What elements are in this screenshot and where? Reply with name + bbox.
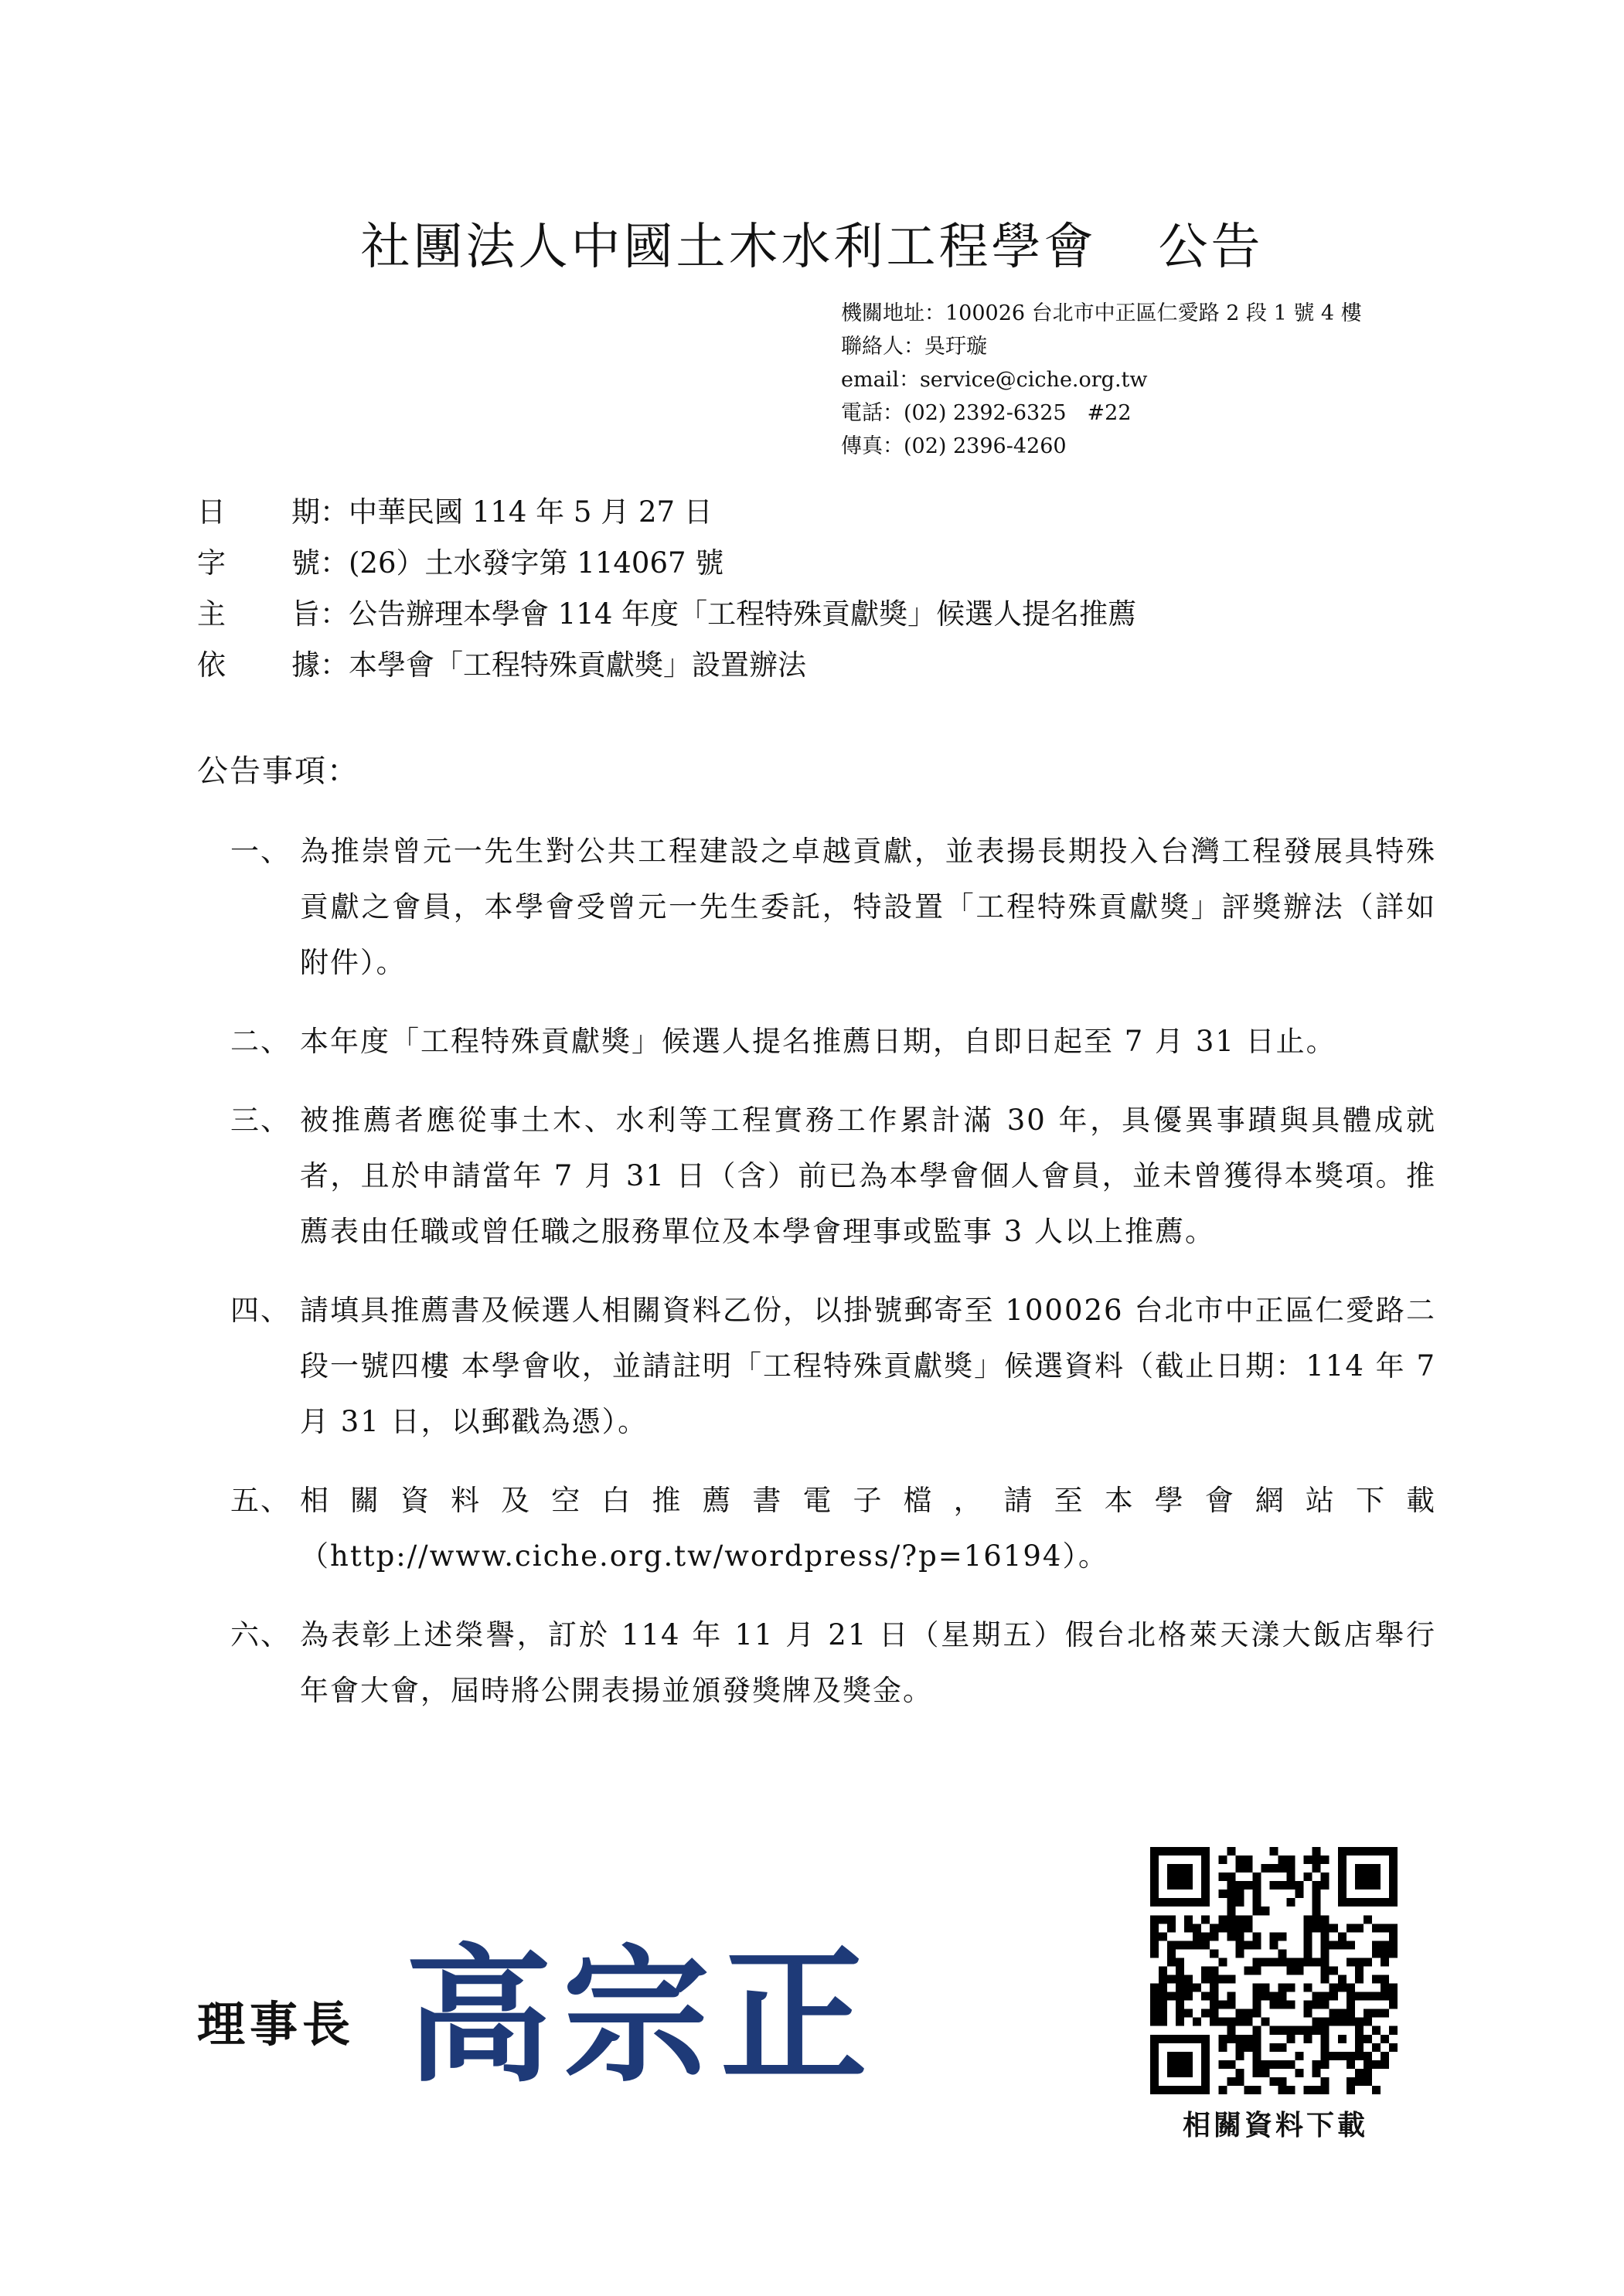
- org-name: 社團法人中國土木水利工程學會: [360, 219, 1097, 276]
- list-item: 二、 本年度「工程特殊貢獻獎」候選人提名推薦日期，自即日起至 7 月 31 日止。: [230, 1025, 1336, 1058]
- notice-items: [230, 824, 1436, 1742]
- qr-code[interactable]: [1150, 1847, 1398, 2094]
- contact-address: 機關地址：100026 台北市中正區仁愛路 2 段 1 號 4 樓: [841, 301, 1362, 325]
- meta-number: 字 號 ：(26）土水發字第 114067 號: [197, 546, 724, 580]
- list-item: 六、 為表彰上述榮譽，訂於 114 年 11 月 21 日（星期五）假台北格萊天漾大飯店舉行年會大會，屆時將公開表揚並頒發獎牌及獎金。: [230, 1618, 1436, 1707]
- list-item: 四、 請填具推薦書及候選人相關資料乙份，以掛號郵寄至 100026 台北市中正區仁愛路二段一號四樓 本學會收，並請註明「工程特殊貢獻獎」候選資料（截止日期：114 年 7 月 31 日，以郵戳為憑）。: [230, 1294, 1436, 1438]
- chairman-name-stamp: [402, 1909, 881, 2110]
- contact-block: [841, 297, 1362, 463]
- chairman-title: 理事長: [197, 1996, 356, 2053]
- download-link-text: 相關資料及空白推薦書電子檔，請至本學會網站下載（http://www.ciche.org.tw/wordpress/?p=16194）。: [300, 1484, 1436, 1573]
- meta-block: [197, 487, 1136, 691]
- contact-fax: 傳真：(02) 2396-4260: [841, 434, 1067, 458]
- meta-subject: 主 旨 ：公告辦理本學會 114 年度「工程特殊貢獻獎」候選人提名推薦: [197, 597, 1137, 631]
- meta-date: 日 期 ：中華民國 114 年 5 月 27 日: [197, 495, 713, 529]
- qr-caption: 相關資料下載: [1182, 2110, 1368, 2141]
- meta-basis: 依 據 ：本學會「工程特殊貢獻獎」設置辦法: [197, 648, 806, 682]
- notice-heading: 公告事項：: [197, 753, 359, 789]
- list-item: 五、 相關資料及空白推薦書電子檔，請至本學會網站下載（http://www.ciche.org.tw/wordpress/?p=16194）。: [230, 1473, 1436, 1584]
- contact-phone: 電話：(02) 2392-6325 #22: [841, 401, 1132, 425]
- list-item: 一、 為推崇曾元一先生對公共工程建設之卓越貢獻，並表揚長期投入台灣工程發展具特殊貢獻之會員，本學會受曾元一先生委託，特設置「工程特殊貢獻獎」評獎辦法（詳如附件）。: [230, 835, 1436, 979]
- list-item: 三、 被推薦者應從事土木、水利等工程實務工作累計滿 30 年，具優異事蹟與具體成就者，且於申請當年 7 月 31 日（含）前已為本學會個人會員，並未曾獲得本獎項。推薦表由任職或曾任職之服務單位及本學會理事或監事 3 人以上推薦。: [230, 1104, 1436, 1248]
- stamp-name-text: 高宗正: [404, 1930, 879, 2102]
- contact-email: email：service@ciche.org.tw: [841, 368, 1148, 392]
- contact-person: 聯絡人：吳玗璇: [841, 335, 987, 359]
- doc-type: 公告: [1158, 219, 1264, 276]
- page-title: [0, 207, 1624, 278]
